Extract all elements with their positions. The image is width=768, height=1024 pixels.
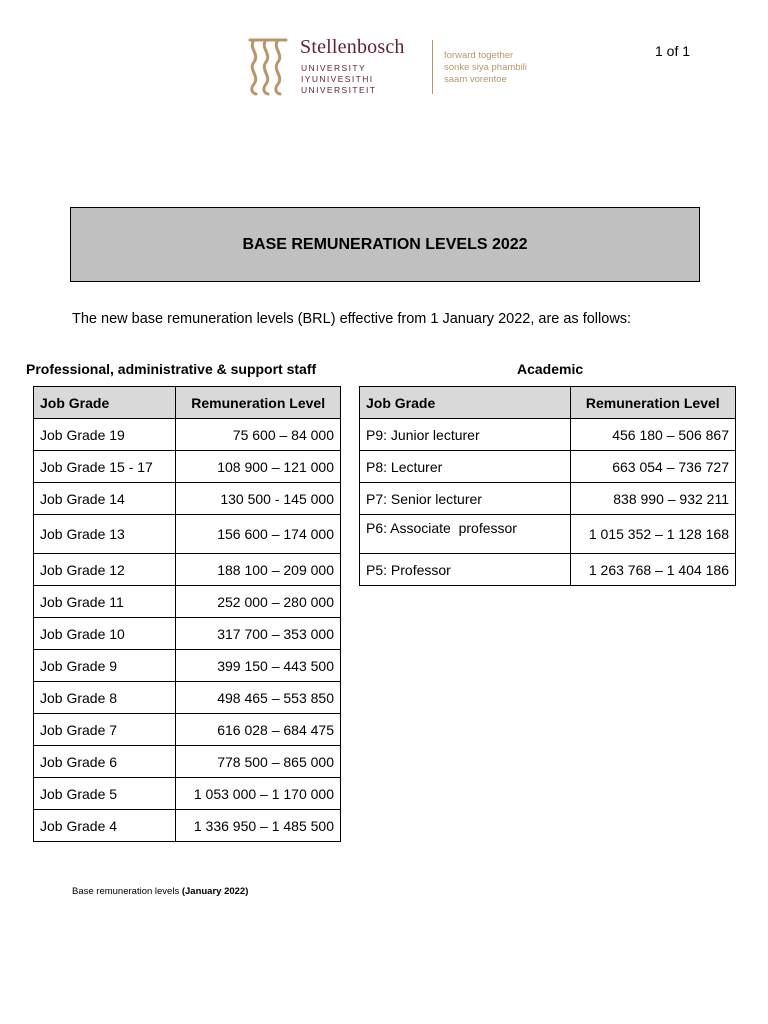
remuneration-cell: 838 990 – 932 211 (570, 483, 735, 515)
table-row (34, 419, 341, 451)
job-grade-cell: P7: Senior lecturer (360, 483, 571, 515)
column-header: Remuneration Level (570, 387, 735, 419)
remuneration-cell: 317 700 – 353 000 (176, 618, 341, 650)
job-grade-cell: P9: Junior lecturer (360, 419, 571, 451)
logo-divider (432, 40, 433, 94)
intro-text: The new base remuneration levels (BRL) effective from 1 January 2022, are as follows: (72, 311, 632, 327)
job-grade-cell: Job Grade 14 (34, 483, 176, 515)
academic-table (359, 386, 736, 586)
job-grade-cell: Job Grade 10 (34, 618, 176, 650)
remuneration-cell: 1 336 950 – 1 485 500 (176, 810, 341, 842)
table-row (360, 419, 736, 451)
table-row (34, 682, 341, 714)
table-row (34, 515, 341, 554)
column-header: Job Grade (34, 387, 176, 419)
remuneration-cell: 616 028 – 684 475 (176, 714, 341, 746)
logo-line-3: UNIVERSITEIT (301, 85, 377, 95)
column-header: Remuneration Level (176, 387, 341, 419)
job-grade-cell: Job Grade 13 (34, 515, 176, 554)
remuneration-cell: 75 600 – 84 000 (176, 419, 341, 451)
table-row (360, 554, 736, 586)
remuneration-cell: 1 015 352 – 1 128 168 (570, 515, 735, 554)
job-grade-cell: P8: Lecturer (360, 451, 571, 483)
table-row (34, 778, 341, 810)
university-logo (246, 36, 546, 98)
table-row (34, 746, 341, 778)
table-row (34, 714, 341, 746)
table-row (360, 451, 736, 483)
remuneration-cell: 156 600 – 174 000 (176, 515, 341, 554)
tagline-2: sonke siya phambili (444, 62, 527, 73)
footer-date: (January 2022) (181, 886, 249, 897)
remuneration-cell: 1 053 000 – 1 170 000 (176, 778, 341, 810)
professional-table (33, 386, 341, 842)
stellenbosch-logo-icon (246, 36, 292, 96)
footer-note (72, 886, 248, 897)
job-grade-cell: Job Grade 6 (34, 746, 176, 778)
remuneration-cell: 188 100 – 209 000 (176, 554, 341, 586)
footer-text: Base remuneration levels (72, 886, 182, 897)
job-grade-cell: Job Grade 8 (34, 682, 176, 714)
logo-line-1: UNIVERSITY (301, 63, 367, 73)
table-row (34, 483, 341, 515)
remuneration-cell: 130 500 - 145 000 (176, 483, 341, 515)
remuneration-cell: 498 465 – 553 850 (176, 682, 341, 714)
column-header: Job Grade (360, 387, 571, 419)
professional-heading: Professional, administrative & support staff (26, 361, 317, 377)
job-grade-cell: Job Grade 11 (34, 586, 176, 618)
academic-heading: Academic (517, 361, 584, 377)
title-box (70, 207, 700, 282)
job-grade-cell: Job Grade 4 (34, 810, 176, 842)
remuneration-cell: 456 180 – 506 867 (570, 419, 735, 451)
remuneration-cell: 252 000 – 280 000 (176, 586, 341, 618)
logo-name: Stellenbosch (300, 36, 405, 58)
job-grade-cell: Job Grade 12 (34, 554, 176, 586)
page-title: BASE REMUNERATION LEVELS 2022 (242, 235, 528, 253)
job-grade-cell: Job Grade 5 (34, 778, 176, 810)
remuneration-cell: 108 900 – 121 000 (176, 451, 341, 483)
table-row (360, 515, 736, 554)
table-row (34, 451, 341, 483)
job-grade-cell: P5: Professor (360, 554, 571, 586)
remuneration-cell: 663 054 – 736 727 (570, 451, 735, 483)
page-number: 1 of 1 (655, 43, 691, 59)
remuneration-cell: 1 263 768 – 1 404 186 (570, 554, 735, 586)
job-grade-cell: Job Grade 7 (34, 714, 176, 746)
job-grade-cell: Job Grade 9 (34, 650, 176, 682)
table-row (34, 810, 341, 842)
table-row (360, 483, 736, 515)
tagline-1: forward together (444, 50, 514, 61)
remuneration-cell: 778 500 – 865 000 (176, 746, 341, 778)
table-row (34, 586, 341, 618)
job-grade-cell: P6: Associate professor (360, 515, 571, 554)
table-row (34, 618, 341, 650)
tagline-3: saam vorentoe (444, 74, 507, 85)
table-row (34, 554, 341, 586)
table-row (34, 650, 341, 682)
job-grade-cell: Job Grade 15 - 17 (34, 451, 176, 483)
remuneration-cell: 399 150 – 443 500 (176, 650, 341, 682)
logo-line-2: IYUNIVESITHI (301, 74, 374, 84)
job-grade-cell: Job Grade 19 (34, 419, 176, 451)
